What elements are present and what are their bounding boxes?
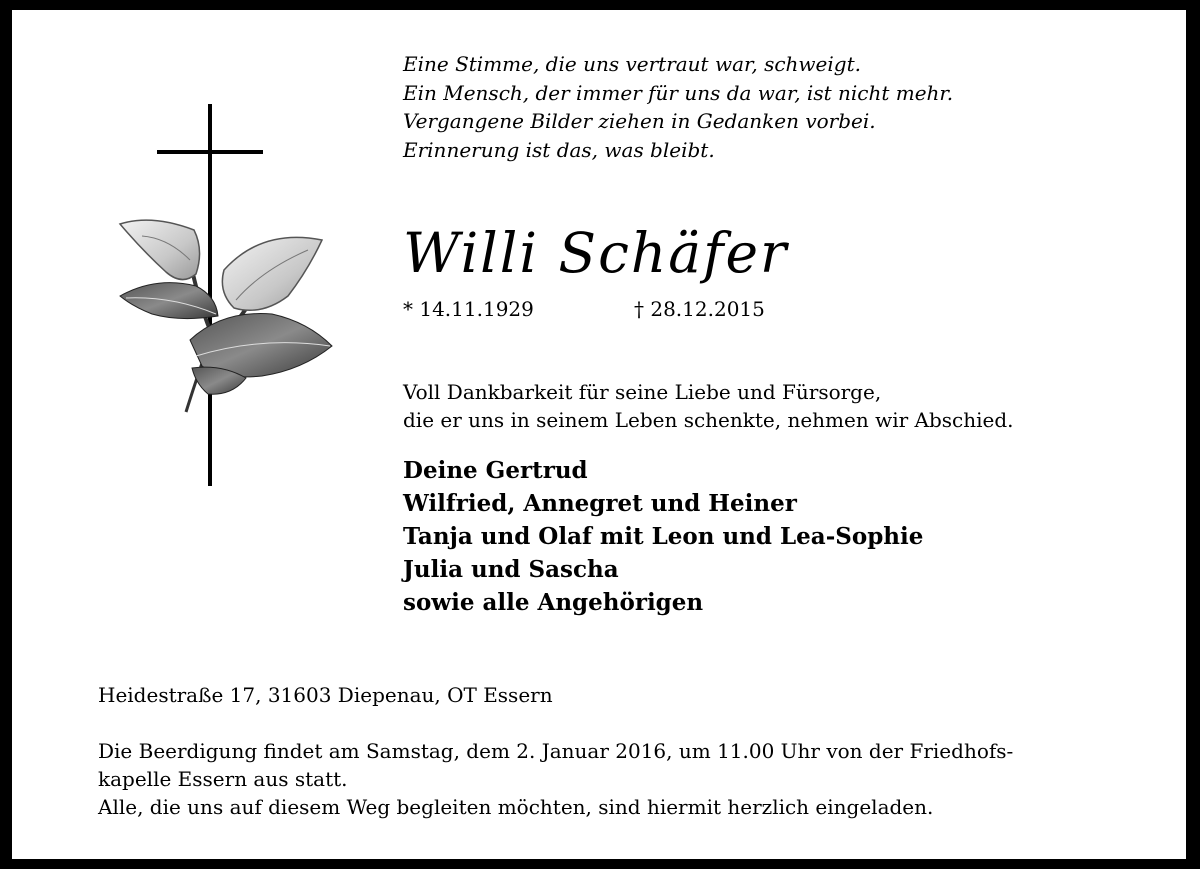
poem-line: Ein Mensch, der immer für uns da war, ist nicht mehr. xyxy=(403,80,954,105)
deceased-name: Willi Schäfer xyxy=(403,221,789,285)
mourners-list xyxy=(403,454,923,619)
mourner-entry: Wilfried, Annegret und Heiner xyxy=(403,490,797,517)
birth-date: * 14.11.1929 xyxy=(403,297,534,321)
funeral-line: Alle, die uns auf diesem Weg begleiten möchten, sind hiermit herzlich eingeladen. xyxy=(98,795,934,819)
funeral-line: Die Beerdigung findet am Samstag, dem 2. Januar 2016, um 11.00 Uhr von der Friedhofs- xyxy=(98,739,1014,763)
cross-with-calla-lilies-icon xyxy=(112,100,342,490)
mourner-entry: Julia und Sascha xyxy=(403,556,619,583)
mourner-entry: sowie alle Angehörigen xyxy=(403,589,704,616)
poem-line: Eine Stimme, die uns vertraut war, schweigt. xyxy=(403,52,861,76)
poem-line: Vergangene Bilder ziehen in Gedanken vorbei. xyxy=(403,109,876,133)
funeral-info xyxy=(98,737,1013,821)
thanks-text xyxy=(403,378,1014,434)
thanks-line: die er uns in seinem Leben schenkte, nehmen wir Abschied. xyxy=(403,408,1014,432)
mourner-entry: Tanja und Olaf mit Leon und Lea-Sophie xyxy=(403,523,924,550)
mourner-entry: Deine Gertrud xyxy=(403,457,588,484)
poem-line: Erinnerung ist das, was bleibt. xyxy=(403,137,715,162)
address: Heidestraße 17, 31603 Diepenau, OT Essern xyxy=(98,683,553,707)
poem xyxy=(403,50,953,164)
funeral-line: kapelle Essern aus statt. xyxy=(98,767,348,791)
thanks-line: Voll Dankbarkeit für seine Liebe und Fürsorge, xyxy=(403,380,882,404)
death-date: † 28.12.2015 xyxy=(634,297,765,321)
